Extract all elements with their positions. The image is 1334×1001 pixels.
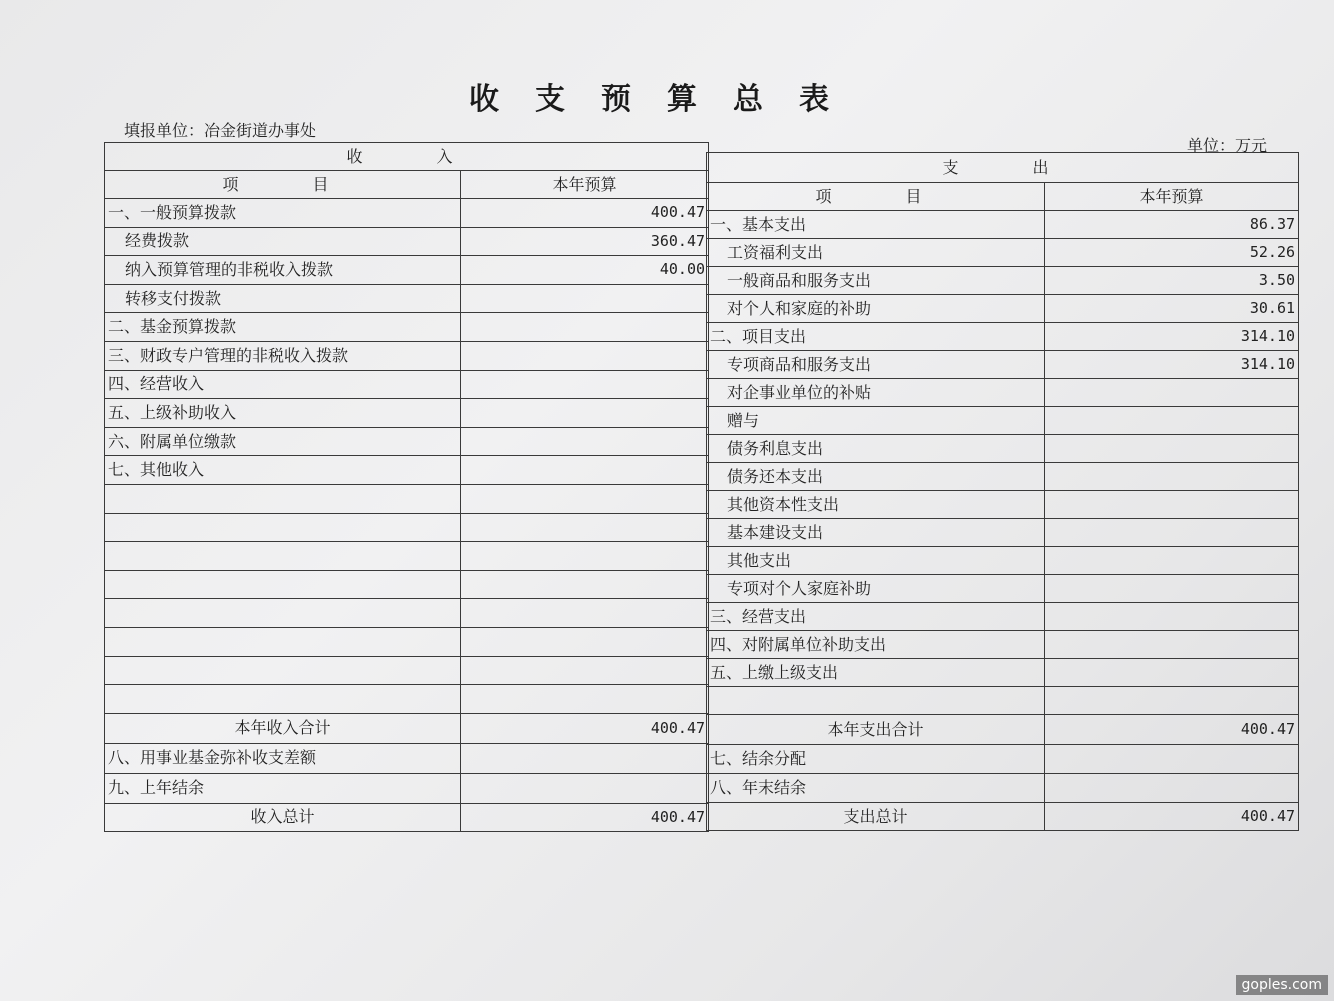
expense-row-value — [1045, 491, 1299, 519]
income-row-label: 五、上级补助收入 — [105, 399, 461, 428]
income-blank-row-label — [105, 599, 461, 628]
expense-subtotal-row-value: 400.47 — [1045, 715, 1299, 745]
expense-extra-row-value — [1045, 745, 1299, 774]
income-row-value — [461, 399, 709, 428]
expense-row-value — [1045, 407, 1299, 435]
expense-extra-row — [707, 774, 1299, 803]
income-blank-row-value — [461, 570, 709, 599]
income-row-value — [461, 284, 709, 313]
income-row-label: 三、财政专户管理的非税收入拨款 — [105, 341, 461, 370]
income-subtotal-row-label: 本年收入合计 — [105, 713, 461, 743]
income-row — [105, 313, 709, 342]
income-row-label: 二、基金预算拨款 — [105, 313, 461, 342]
expense-row-label: 债务还本支出 — [707, 463, 1045, 491]
expense-row-value — [1045, 659, 1299, 687]
income-total-row-value: 400.47 — [461, 803, 709, 831]
income-row — [105, 199, 709, 228]
watermark: goples.com — [1236, 975, 1329, 995]
income-extra-row — [105, 743, 709, 773]
income-blank-row-value — [461, 484, 709, 513]
unit-label: 单位：万元 — [1187, 136, 1268, 155]
income-row-label: 四、经营收入 — [105, 370, 461, 399]
expense-row — [707, 463, 1299, 491]
income-subtotal-row — [105, 713, 709, 743]
income-table — [104, 142, 709, 832]
expense-row — [707, 491, 1299, 519]
income-col-item: 项 目 — [105, 171, 461, 199]
income-row-value: 360.47 — [461, 227, 709, 256]
expense-row-label: 二、项目支出 — [707, 323, 1045, 351]
expense-row — [707, 323, 1299, 351]
expense-extra-row-label: 七、结余分配 — [707, 745, 1045, 774]
expense-total-row-label: 支出总计 — [707, 803, 1045, 831]
expense-row — [707, 239, 1299, 267]
income-row — [105, 284, 709, 313]
income-row — [105, 341, 709, 370]
expense-row — [707, 519, 1299, 547]
expense-row-label: 专项对个人家庭补助 — [707, 575, 1045, 603]
income-row — [105, 456, 709, 485]
expense-row-label: 对企事业单位的补贴 — [707, 379, 1045, 407]
expense-row — [707, 547, 1299, 575]
page-title: 收支预算总表 — [469, 82, 865, 117]
expense-row — [707, 631, 1299, 659]
income-header: 收 入 — [105, 143, 709, 171]
expense-row-label: 四、对附属单位补助支出 — [707, 631, 1045, 659]
expense-subtotal-row-label: 本年支出合计 — [707, 715, 1045, 745]
income-row-label: 纳入预算管理的非税收入拨款 — [105, 256, 461, 285]
income-blank-row — [105, 656, 709, 685]
expense-row-label: 五、上缴上级支出 — [707, 659, 1045, 687]
income-total-row-label: 收入总计 — [105, 803, 461, 831]
expense-row-label: 赠与 — [707, 407, 1045, 435]
expense-row-label: 基本建设支出 — [707, 519, 1045, 547]
expense-blank-row — [707, 687, 1299, 715]
expense-row — [707, 351, 1299, 379]
income-blank-row — [105, 513, 709, 542]
income-extra-row-label: 八、用事业基金弥补收支差额 — [105, 743, 461, 773]
expense-blank-row-label — [707, 687, 1045, 715]
expense-row — [707, 659, 1299, 687]
income-extra-row — [105, 773, 709, 803]
expense-row-label: 一般商品和服务支出 — [707, 267, 1045, 295]
expense-row — [707, 211, 1299, 239]
expense-row-value — [1045, 603, 1299, 631]
income-row-value: 400.47 — [461, 199, 709, 228]
expense-row-value: 52.26 — [1045, 239, 1299, 267]
expense-row — [707, 267, 1299, 295]
expense-row-value — [1045, 575, 1299, 603]
income-blank-row-label — [105, 484, 461, 513]
income-row — [105, 370, 709, 399]
expense-row-value: 30.61 — [1045, 295, 1299, 323]
income-row-value — [461, 427, 709, 456]
income-extra-row-value — [461, 743, 709, 773]
income-blank-row-value — [461, 513, 709, 542]
income-blank-row-label — [105, 542, 461, 571]
income-row-label: 转移支付拨款 — [105, 284, 461, 313]
income-blank-row — [105, 599, 709, 628]
expense-subtotal-row — [707, 715, 1299, 745]
income-row-label: 一、一般预算拨款 — [105, 199, 461, 228]
expense-row-label: 其他资本性支出 — [707, 491, 1045, 519]
expense-row-label: 对个人和家庭的补助 — [707, 295, 1045, 323]
expense-row-label: 债务利息支出 — [707, 435, 1045, 463]
filling-unit: 填报单位：冶金街道办事处 — [124, 121, 317, 140]
income-row-value: 40.00 — [461, 256, 709, 285]
income-row-value — [461, 456, 709, 485]
expense-row-value — [1045, 463, 1299, 491]
expense-row — [707, 435, 1299, 463]
expense-row — [707, 295, 1299, 323]
expense-row — [707, 407, 1299, 435]
income-blank-row-label — [105, 685, 461, 714]
expense-row-value — [1045, 435, 1299, 463]
income-row — [105, 256, 709, 285]
income-blank-row-value — [461, 685, 709, 714]
expense-row-value: 3.50 — [1045, 267, 1299, 295]
income-extra-row-value — [461, 773, 709, 803]
expense-row-label: 三、经营支出 — [707, 603, 1045, 631]
expense-col-budget: 本年预算 — [1045, 183, 1299, 211]
income-blank-row — [105, 484, 709, 513]
income-blank-row — [105, 685, 709, 714]
expense-row-label: 专项商品和服务支出 — [707, 351, 1045, 379]
expense-row — [707, 575, 1299, 603]
expense-row-label: 其他支出 — [707, 547, 1045, 575]
expense-row-value — [1045, 631, 1299, 659]
income-row — [105, 427, 709, 456]
expense-row-value — [1045, 547, 1299, 575]
expense-row-value — [1045, 379, 1299, 407]
income-blank-row-label — [105, 570, 461, 599]
income-blank-row-value — [461, 627, 709, 656]
income-blank-row-value — [461, 599, 709, 628]
expense-row-label: 工资福利支出 — [707, 239, 1045, 267]
income-row — [105, 399, 709, 428]
expense-row — [707, 603, 1299, 631]
expense-table — [706, 152, 1299, 831]
income-row-label: 七、其他收入 — [105, 456, 461, 485]
expense-total-row-value: 400.47 — [1045, 803, 1299, 831]
income-blank-row-label — [105, 627, 461, 656]
income-blank-row — [105, 627, 709, 656]
income-blank-row-value — [461, 542, 709, 571]
expense-row-label: 一、基本支出 — [707, 211, 1045, 239]
expense-header: 支 出 — [707, 153, 1299, 183]
expense-row-value — [1045, 519, 1299, 547]
expense-col-item: 项 目 — [707, 183, 1045, 211]
income-blank-row — [105, 542, 709, 571]
expense-row-value: 314.10 — [1045, 351, 1299, 379]
income-row — [105, 227, 709, 256]
income-row-label: 经费拨款 — [105, 227, 461, 256]
expense-extra-row-value — [1045, 774, 1299, 803]
expense-total-row — [707, 803, 1299, 831]
income-row-value — [461, 341, 709, 370]
income-col-budget: 本年预算 — [461, 171, 709, 199]
income-row-value — [461, 370, 709, 399]
income-subtotal-row-value: 400.47 — [461, 713, 709, 743]
income-total-row — [105, 803, 709, 831]
income-blank-row-value — [461, 656, 709, 685]
income-blank-row-label — [105, 656, 461, 685]
expense-row-value: 86.37 — [1045, 211, 1299, 239]
expense-extra-row — [707, 745, 1299, 774]
expense-row-value: 314.10 — [1045, 323, 1299, 351]
income-extra-row-label: 九、上年结余 — [105, 773, 461, 803]
expense-row — [707, 379, 1299, 407]
income-blank-row — [105, 570, 709, 599]
income-row-value — [461, 313, 709, 342]
income-blank-row-label — [105, 513, 461, 542]
expense-extra-row-label: 八、年末结余 — [707, 774, 1045, 803]
income-row-label: 六、附属单位缴款 — [105, 427, 461, 456]
expense-blank-row-value — [1045, 687, 1299, 715]
